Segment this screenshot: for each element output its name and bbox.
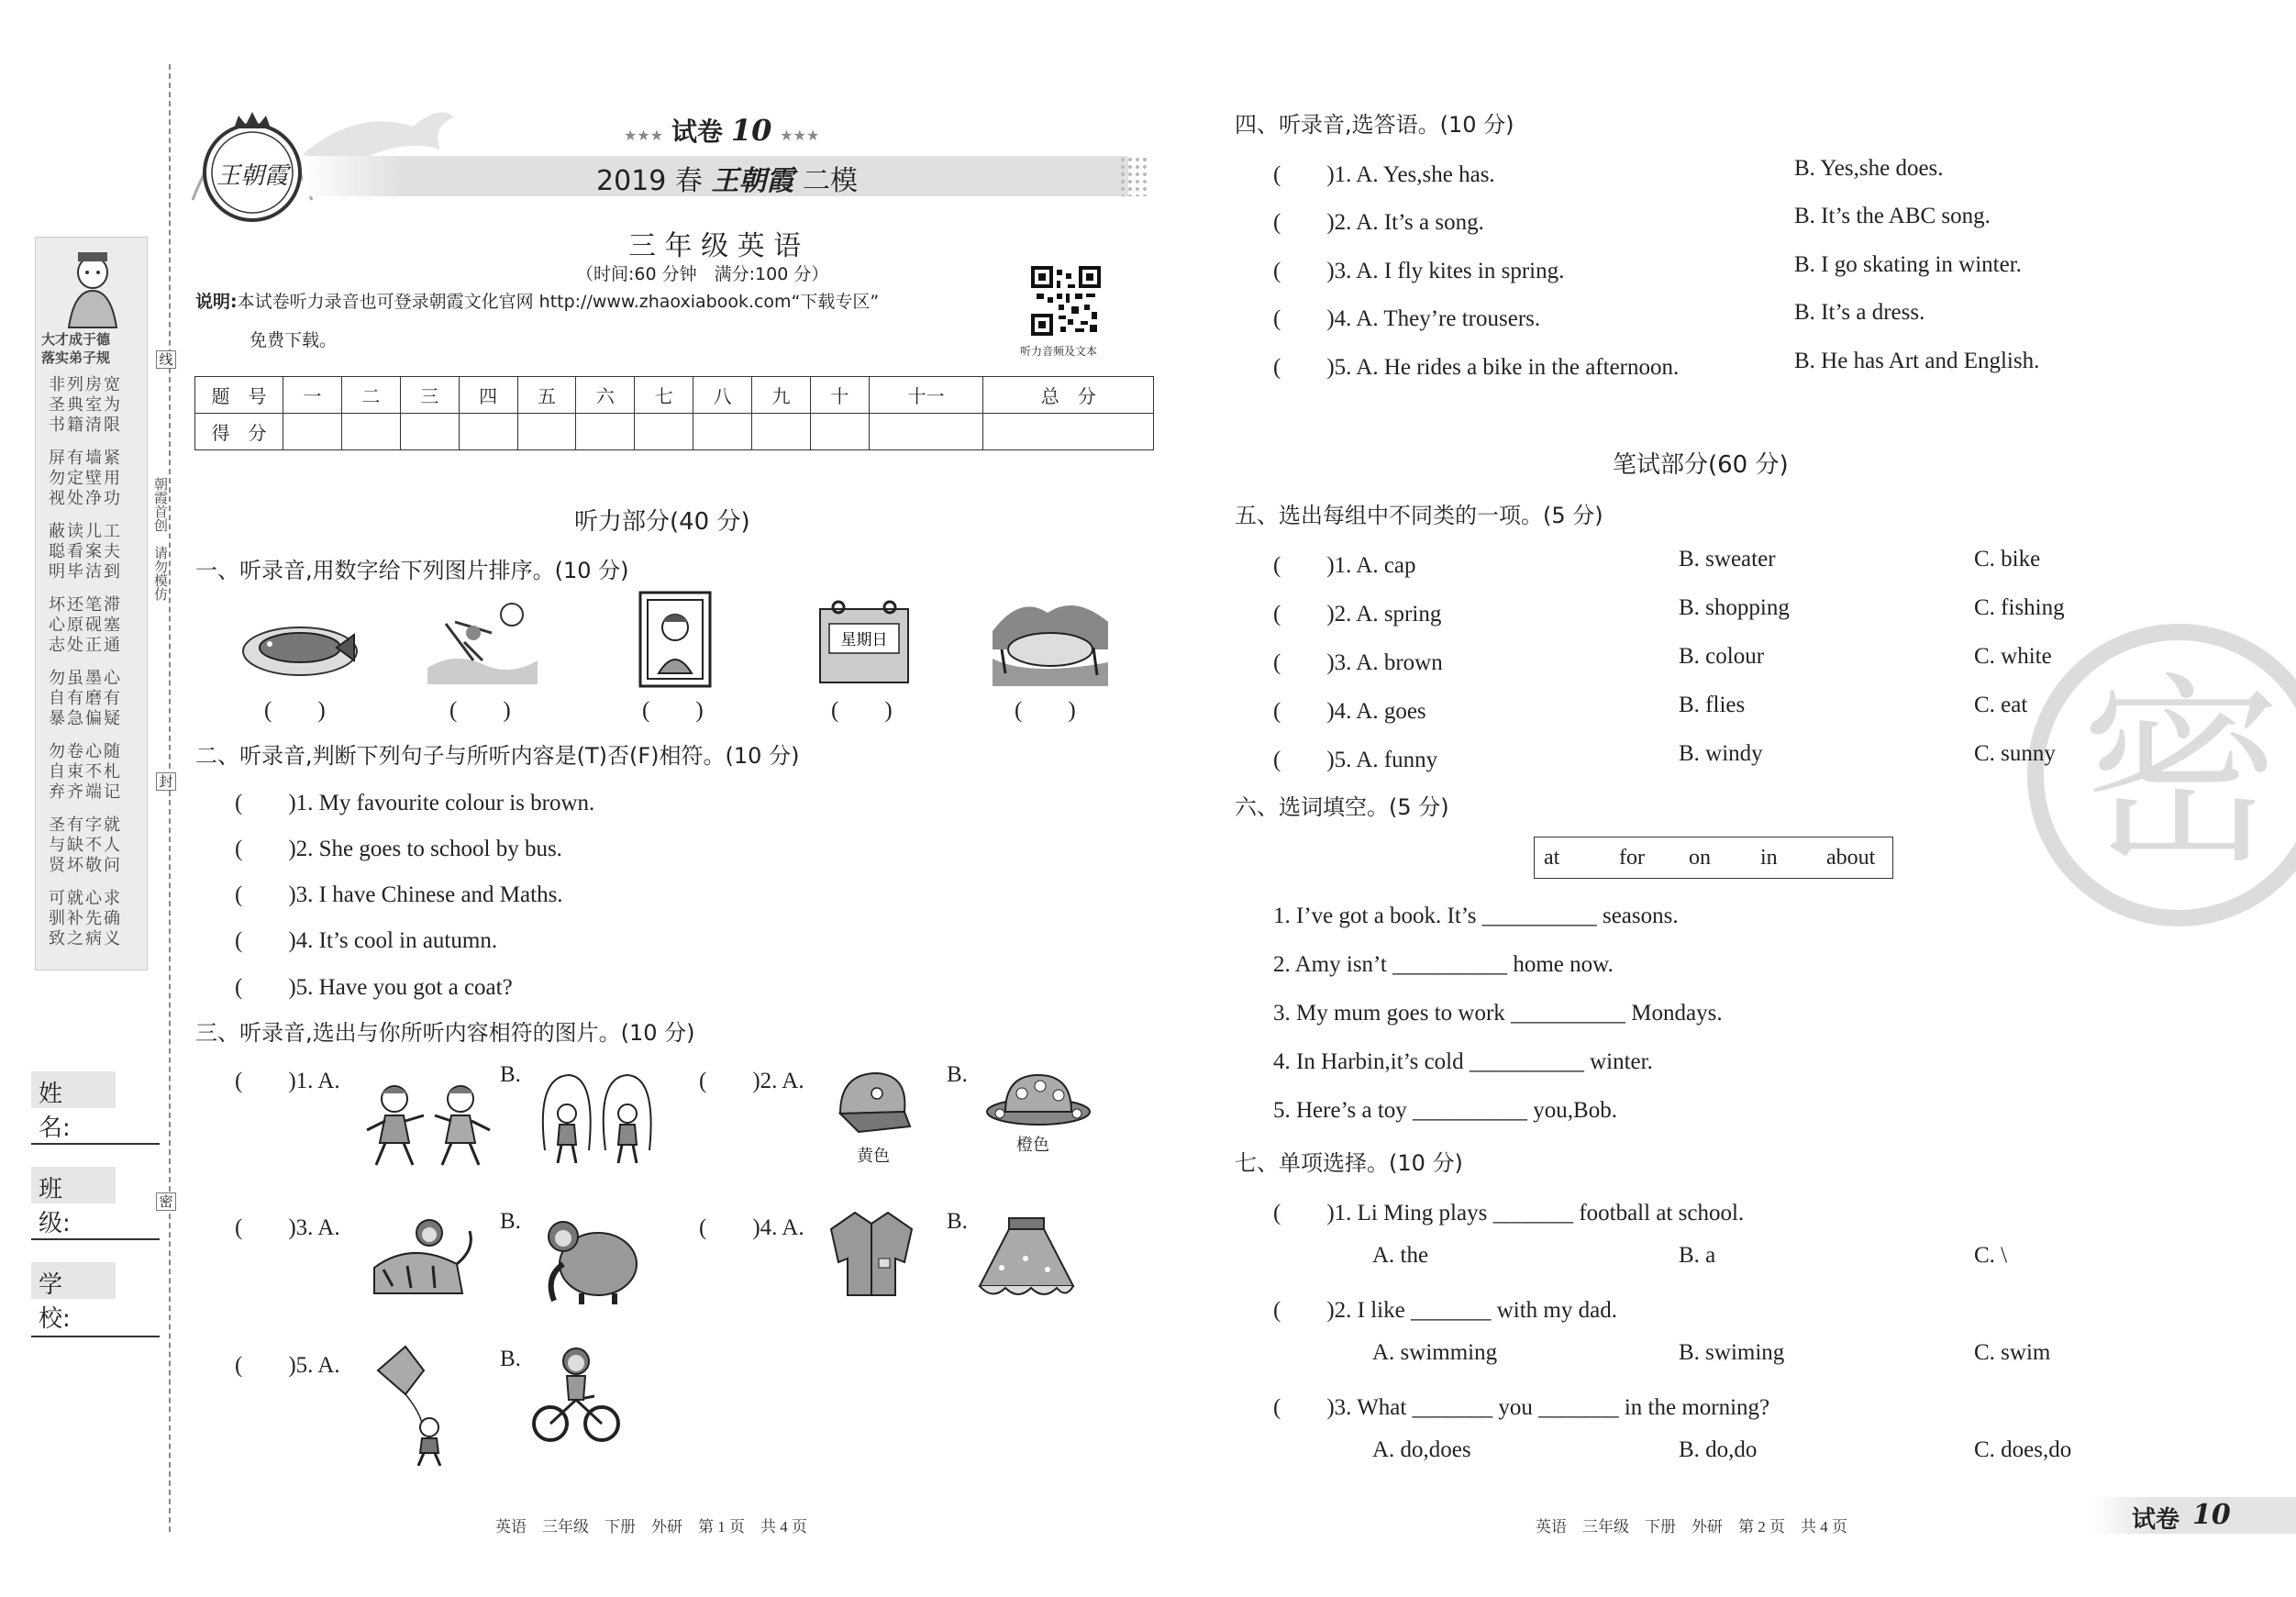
- motto-verse-line: 勿虽墨心: [49, 669, 122, 688]
- q2-item-1[interactable]: ( )1. My favourite colour is brown.: [235, 791, 595, 815]
- binding-dashed-line: [169, 64, 171, 1532]
- q5-item-3-a[interactable]: ( )3. A. brown: [1273, 650, 1443, 675]
- score-input-cell[interactable]: [283, 414, 342, 450]
- cut-label-seal: 封: [156, 772, 176, 791]
- score-table-header-cell: 七: [635, 377, 693, 414]
- motto-verse-line: 心原砚塞: [49, 616, 122, 635]
- note-label: 说明:: [195, 292, 238, 312]
- q5-item-2-b[interactable]: B. shopping: [1679, 595, 1790, 620]
- seal-character: 密: [2080, 656, 2283, 891]
- cut-label-secret: 密: [156, 1192, 176, 1211]
- qr-caption: 听力音频及文本: [1020, 345, 1098, 358]
- motto-verse-line: 圣有字就: [49, 815, 122, 835]
- score-input-cell[interactable]: [635, 414, 693, 450]
- q6-item-2[interactable]: 2. Amy isn’t __________ home now.: [1273, 952, 1614, 977]
- score-table-header-cell: 六: [576, 377, 635, 414]
- motto-title-2: 落实弟子规: [41, 349, 111, 366]
- score-input-cell[interactable]: [810, 414, 869, 450]
- q4-item-4[interactable]: ( )4. A. They’re trousers.: [1273, 306, 1541, 331]
- subject-title: 三 年 级 英 语: [628, 230, 802, 262]
- q3-item-3-b[interactable]: B.: [500, 1209, 521, 1234]
- motto-verse-line: 弃齐端记: [49, 782, 122, 802]
- q4-item-1[interactable]: ( )1. A. Yes,she has.: [1273, 162, 1495, 187]
- q5-item-3-c[interactable]: C. white: [1974, 644, 2052, 669]
- note-text: 本试卷听力录音也可登录朝霞文化官网 http://www.zhaoxiabook.com“下载专区”: [237, 292, 880, 312]
- exam-number-banner: [624, 112, 819, 149]
- q3-heading: 三、听录音,选出与你所听内容相符的图片。(10 分): [195, 1020, 695, 1046]
- q5-item-1-b[interactable]: B. sweater: [1679, 547, 1776, 571]
- score-table-header-cell: 一: [283, 377, 342, 414]
- q1-answer-paren-3[interactable]: ( ): [642, 698, 704, 723]
- kite-flying-picture: [369, 1343, 470, 1466]
- q4-item-2-b[interactable]: B. It’s the ABC song.: [1794, 204, 1991, 228]
- exam-label: 试卷: [671, 116, 723, 147]
- q7-item-3-c[interactable]: C. does,do: [1974, 1437, 2072, 1462]
- motto-verse-line: 明毕洁到: [49, 562, 122, 582]
- q7-item-3-a[interactable]: A. do,does: [1372, 1437, 1471, 1462]
- q4-item-3-b[interactable]: B. I go skating in winter.: [1794, 252, 2022, 277]
- motto-verse-line: 坏还笔滞: [49, 595, 122, 615]
- q5-item-3-b[interactable]: B. colour: [1679, 644, 1765, 669]
- name-field[interactable]: [31, 1143, 160, 1145]
- q5-item-4-a[interactable]: ( )4. A. goes: [1273, 699, 1426, 724]
- exam-number: 10: [730, 113, 772, 148]
- score-input-cell[interactable]: [400, 414, 459, 450]
- score-table-score-label: 得 分: [195, 414, 283, 450]
- monkey-and-elephant-picture: [527, 1209, 646, 1304]
- motto-verse-line: 书籍清限: [49, 416, 122, 435]
- scholar-figure-illustration: [56, 245, 129, 333]
- hat-color-caption: 橙色: [1016, 1136, 1049, 1155]
- q3-item-4[interactable]: ( )4. A.: [699, 1215, 804, 1240]
- q1-answer-paren-5[interactable]: ( ): [1015, 698, 1076, 723]
- lake-landscape-picture: [993, 594, 1108, 686]
- q4-item-5-b[interactable]: B. He has Art and English.: [1794, 349, 2040, 373]
- motto-verse-line: 勿定壁用: [49, 469, 122, 488]
- footer-right-page-info: 英语 三年级 下册 外研 第 2 页 共 4 页: [1536, 1518, 1847, 1536]
- q7-item-1-a[interactable]: A. the: [1372, 1243, 1429, 1268]
- q5-item-5-a[interactable]: ( )5. A. funny: [1273, 748, 1438, 772]
- score-table-header-cell: 题 号: [195, 377, 283, 414]
- score-table-header-cell: 总 分: [983, 377, 1154, 414]
- score-table-header-cell: 八: [693, 377, 752, 414]
- score-table-header-cell: 九: [752, 377, 811, 414]
- instructions: [195, 288, 879, 313]
- q2-item-3[interactable]: ( )3. I have Chinese and Maths.: [235, 882, 563, 907]
- q3-item-5-b[interactable]: B.: [500, 1347, 521, 1371]
- q5-item-5-c[interactable]: C. sunny: [1974, 741, 2056, 766]
- spotted-hat-picture: [985, 1071, 1092, 1128]
- motto-verse-line: 驯补先确: [49, 909, 122, 928]
- star-icon: ★★★: [780, 127, 820, 144]
- score-table: [194, 376, 1154, 450]
- motto-verse-line: 视处净功: [49, 489, 122, 508]
- q1-answer-paren-1[interactable]: ( ): [264, 698, 326, 723]
- q2-heading: 二、听录音,判断下列句子与所听内容是(T)否(F)相符。(10 分): [195, 743, 800, 769]
- star-icon: ★★★: [624, 127, 664, 144]
- motto-verse-line: 暴急偏疑: [49, 709, 122, 728]
- q5-heading: 五、选出每组中不同类的一项。(5 分): [1235, 503, 1603, 528]
- footer-badge-number: 10: [2192, 1499, 2231, 1531]
- q5-item-1-a[interactable]: ( )1. A. cap: [1273, 553, 1416, 578]
- cap-picture: [831, 1068, 914, 1137]
- q5-item-2-c[interactable]: C. fishing: [1974, 595, 2065, 620]
- q7-item-1[interactable]: ( )1. Li Ming plays _______ football at school.: [1273, 1201, 1745, 1225]
- motto-verse-line: 可就心求: [49, 889, 122, 908]
- score-table-header-cell: 十: [810, 377, 869, 414]
- cut-label-line: 线: [156, 350, 176, 369]
- class-field[interactable]: [31, 1238, 160, 1240]
- kids-skipping-rope-picture: [532, 1068, 660, 1170]
- kids-running-picture: [358, 1079, 495, 1170]
- q5-item-4-c[interactable]: C. eat: [1974, 693, 2028, 717]
- motto-panel: [35, 237, 148, 970]
- word-bank-box: [1534, 837, 1893, 879]
- score-input-cell[interactable]: [693, 414, 752, 450]
- svg-text:王朝霞: 王朝霞: [216, 162, 289, 190]
- school-field[interactable]: [31, 1336, 160, 1337]
- q6-item-3[interactable]: 3. My mum goes to work __________ Mondays.: [1273, 1001, 1723, 1026]
- q7-item-2-b[interactable]: B. swiming: [1679, 1340, 1785, 1365]
- q4-item-3[interactable]: ( )3. A. I fly kites in spring.: [1273, 259, 1565, 283]
- q2-item-2[interactable]: ( )2. She goes to school by bus.: [235, 837, 562, 861]
- framed-photo-picture: [638, 591, 712, 688]
- motto-verse-line: 与缺不人: [49, 836, 122, 855]
- score-table-header-cell: 四: [459, 377, 517, 414]
- q7-item-2-a[interactable]: A. swimming: [1372, 1340, 1498, 1365]
- calendar-picture: [816, 594, 912, 686]
- q6-heading: 六、选词填空。(5 分): [1235, 794, 1449, 820]
- motto-verse-line: 聪看案夫: [49, 542, 122, 561]
- note-text-2: 免费下载。: [250, 330, 338, 350]
- q4-item-1-b[interactable]: B. Yes,she does.: [1794, 156, 1944, 181]
- score-table-header-row: [195, 377, 1154, 414]
- q5-item-4-b[interactable]: B. flies: [1679, 693, 1746, 717]
- q3-item-4-b[interactable]: B.: [947, 1209, 968, 1234]
- skirt-picture: [974, 1213, 1079, 1301]
- q6-item-4[interactable]: 4. In Harbin,it’s cold __________ winter.: [1273, 1049, 1653, 1074]
- class-label: 班 级:: [31, 1167, 116, 1203]
- word-bank-in: in: [1760, 846, 1778, 870]
- score-table-header-cell: 十一: [869, 377, 983, 414]
- score-input-cell[interactable]: [752, 414, 811, 450]
- motto-verse-line: 屏有墙紧: [49, 449, 122, 468]
- fish-dish-picture: [240, 607, 360, 681]
- beach-scene-picture: [427, 596, 538, 684]
- motto-verse-line: 蔽读儿工: [49, 522, 122, 541]
- score-table-score-row: [195, 414, 1154, 450]
- q4-item-5[interactable]: ( )5. A. He rides a bike in the afternoon.: [1273, 355, 1680, 380]
- score-input-cell[interactable]: [983, 414, 1154, 450]
- footer-left-page-info: 英语 三年级 下册 外研 第 1 页 共 4 页: [495, 1518, 807, 1536]
- word-bank-about: about: [1826, 846, 1876, 870]
- q7-item-1-c[interactable]: C. \: [1974, 1243, 2008, 1268]
- q2-item-4[interactable]: ( )4. It’s cool in autumn.: [235, 928, 498, 953]
- q4-item-2[interactable]: ( )2. A. It’s a song.: [1273, 210, 1484, 235]
- score-input-cell[interactable]: [341, 414, 400, 450]
- name-label: 姓 名:: [31, 1071, 116, 1108]
- score-input-cell[interactable]: [869, 414, 983, 450]
- word-bank-for: for: [1619, 846, 1645, 870]
- q3-item-1[interactable]: ( )1. A.: [235, 1069, 340, 1093]
- q3-item-5[interactable]: ( )5. A.: [235, 1353, 340, 1378]
- listening-section-title: 听力部分(40 分): [574, 508, 750, 536]
- qr-code[interactable]: [1031, 266, 1101, 336]
- motto-verse-line: 自束不札: [49, 762, 122, 782]
- q6-item-5[interactable]: 5. Here’s a toy __________ you,Bob.: [1273, 1098, 1617, 1123]
- series-suffix: 二模: [802, 165, 858, 197]
- motto-verse-line: 非列房宽: [49, 375, 122, 394]
- writing-section-title: 笔试部分(60 分): [1613, 451, 1789, 479]
- title-band-dots: [1119, 156, 1150, 196]
- score-input-cell[interactable]: [517, 414, 576, 450]
- q2-item-5[interactable]: ( )5. Have you got a coat?: [235, 975, 513, 1000]
- word-bank-on: on: [1689, 846, 1711, 870]
- cap-color-caption: 黄色: [857, 1147, 890, 1166]
- confidential-seal-watermark: [2027, 624, 2296, 926]
- q3-item-2[interactable]: ( )2. A.: [699, 1069, 804, 1093]
- q5-item-1-c[interactable]: C. bike: [1974, 547, 2041, 571]
- footer-badge-label: 试卷: [2132, 1506, 2180, 1534]
- q7-item-1-b[interactable]: B. a: [1679, 1243, 1716, 1268]
- bike-riding-picture: [530, 1345, 622, 1446]
- score-input-cell[interactable]: [576, 414, 635, 450]
- footer-badge: [2091, 1497, 2296, 1534]
- brand-name: 王朝霞: [711, 165, 794, 197]
- q4-item-4-b[interactable]: B. It’s a dress.: [1794, 300, 1925, 325]
- q5-item-5-b[interactable]: B. windy: [1679, 741, 1763, 766]
- q5-item-2-a[interactable]: ( )2. A. spring: [1273, 602, 1442, 627]
- q7-item-2-c[interactable]: C. swim: [1974, 1340, 2051, 1365]
- q3-item-3[interactable]: ( )3. A.: [235, 1215, 340, 1240]
- series-year: 2019 春: [596, 165, 703, 197]
- q7-heading: 七、单项选择。(10 分): [1235, 1150, 1463, 1176]
- q3-item-1-b[interactable]: B.: [500, 1062, 521, 1087]
- score-table-header-cell: 三: [400, 377, 459, 414]
- motto-verse-line: 勿卷心随: [49, 742, 122, 761]
- calendar-text: 星期日: [840, 631, 888, 649]
- brand-logo-emblem: [183, 99, 321, 227]
- motto-verse-line: 志处正通: [49, 636, 122, 655]
- word-bank-at: at: [1544, 846, 1560, 870]
- q6-item-1[interactable]: 1. I’ve got a book. It’s __________ seasons.: [1273, 904, 1679, 928]
- time-info: （时间:60 分钟 满分:100 分）: [576, 264, 829, 284]
- motto-verse-line: 自有磨有: [49, 689, 122, 708]
- monkey-and-tiger-picture: [356, 1213, 481, 1297]
- q1-heading: 一、听录音,用数字给下列图片排序。(10 分): [195, 558, 629, 583]
- exam-series-title: [596, 158, 858, 198]
- q3-item-2-b[interactable]: B.: [947, 1062, 968, 1087]
- q1-answer-paren-2[interactable]: ( ): [449, 698, 511, 723]
- q7-item-2[interactable]: ( )2. I like _______ with my dad.: [1273, 1298, 1617, 1323]
- q7-item-3[interactable]: ( )3. What _______ you _______ in the morning?: [1273, 1395, 1770, 1420]
- score-input-cell[interactable]: [459, 414, 517, 450]
- anti-copy-warning: 朝霞首创 请勿模仿: [152, 477, 169, 601]
- score-table-header-cell: 二: [341, 377, 400, 414]
- school-label: 学 校:: [31, 1262, 116, 1299]
- motto-title-1: 大才成于德: [41, 331, 111, 348]
- q7-item-3-b[interactable]: B. do,do: [1679, 1437, 1758, 1462]
- motto-verse-line: 圣典室为: [49, 395, 122, 415]
- motto-verse-line: 致之病义: [49, 929, 122, 948]
- jacket-picture: [827, 1207, 915, 1299]
- q4-heading: 四、听录音,选答语。(10 分): [1235, 112, 1514, 138]
- motto-verse-line: 贤坏敬问: [49, 856, 122, 875]
- q1-answer-paren-4[interactable]: ( ): [831, 698, 893, 723]
- score-table-header-cell: 五: [517, 377, 576, 414]
